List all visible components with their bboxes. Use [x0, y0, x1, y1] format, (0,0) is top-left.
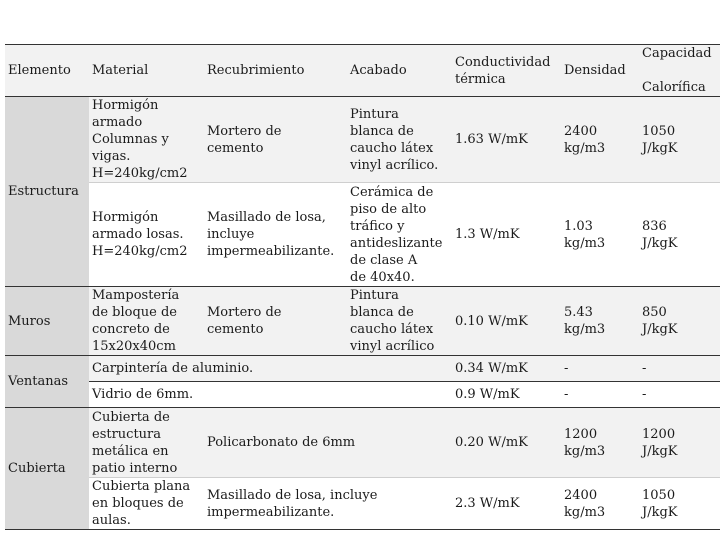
cell-material: Mampostería de bloque de concreto de 15x20x40cm: [89, 287, 204, 356]
category-muros: Muros: [5, 287, 89, 356]
table-row: [5, 97, 720, 183]
cell-acabado: Pintura blanca de caucho látex vinyl acrílico.: [347, 97, 452, 183]
cell-material: Cubierta de estructura metálica en patio interno: [89, 408, 204, 478]
cell-capacidad: 1050 J/kgK: [639, 97, 720, 183]
cell-densidad: 1200 kg/m3: [561, 408, 639, 478]
cell-acabado: Cerámica de piso de alto tráfico y antideslizante de clase A de 40x40.: [347, 183, 452, 287]
cell-densidad: 2400 kg/m3: [561, 97, 639, 183]
table-row: [5, 183, 720, 287]
table-row: [5, 287, 720, 356]
header-recubrimiento: Recubrimiento: [204, 45, 347, 97]
table-header-row: [5, 45, 720, 97]
header-elemento: Elemento: [5, 45, 89, 97]
category-estructura: Estructura: [5, 97, 89, 287]
cell-recubrimiento: Mortero de cemento: [204, 287, 347, 356]
cell-conductividad: 2.3 W/mK: [452, 478, 561, 530]
cell-material: Hormigón armado Columnas y vigas. H=240kg/cm2: [89, 97, 204, 183]
cell-densidad: -: [561, 356, 639, 382]
cell-material: Cubierta plana en bloques de aulas.: [89, 478, 204, 530]
cell-capacidad: 850 J/kgK: [639, 287, 720, 356]
cell-capacidad: -: [639, 356, 720, 382]
cell-material: Hormigón armado losas. H=240kg/cm2: [89, 183, 204, 287]
header-densidad: Densidad: [561, 45, 639, 97]
header-acabado: Acabado: [347, 45, 452, 97]
cell-recubrimiento: Policarbonato de 6mm: [204, 408, 452, 478]
materials-table-container: [5, 44, 720, 530]
cell-capacidad: 1050 J/kgK: [639, 478, 720, 530]
cell-recubrimiento: Masillado de losa, incluye impermeabilizante.: [204, 478, 452, 530]
category-ventanas: Ventanas: [5, 356, 89, 408]
cell-densidad: 5.43 kg/m3: [561, 287, 639, 356]
cell-conductividad: 0.10 W/mK: [452, 287, 561, 356]
table-row: [5, 382, 720, 408]
category-cubierta: Cubierta: [5, 408, 89, 530]
cell-recubrimiento: Masillado de losa, incluye impermeabilizante.: [204, 183, 347, 287]
cell-conductividad: 0.9 W/mK: [452, 382, 561, 408]
cell-densidad: 2400 kg/m3: [561, 478, 639, 530]
cell-capacidad: 1200 J/kgK: [639, 408, 720, 478]
cell-material: Carpintería de aluminio.: [89, 356, 452, 382]
cell-densidad: -: [561, 382, 639, 408]
cell-conductividad: 0.34 W/mK: [452, 356, 561, 382]
cell-acabado: Pintura blanca de caucho látex vinyl acrílico: [347, 287, 452, 356]
cell-capacidad: -: [639, 382, 720, 408]
table-row: [5, 408, 720, 478]
cell-recubrimiento: Mortero de cemento: [204, 97, 347, 183]
header-material: Material: [89, 45, 204, 97]
table-row: [5, 478, 720, 530]
header-capacidad: Capacidad Calorífica: [639, 45, 720, 97]
cell-densidad: 1.03 kg/m3: [561, 183, 639, 287]
materials-table: [5, 44, 720, 530]
cell-conductividad: 1.63 W/mK: [452, 97, 561, 183]
header-conductividad: Conductividad térmica: [452, 45, 561, 97]
table-row: [5, 356, 720, 382]
cell-capacidad: 836 J/kgK: [639, 183, 720, 287]
cell-conductividad: 0.20 W/mK: [452, 408, 561, 478]
cell-material: Vidrio de 6mm.: [89, 382, 452, 408]
cell-conductividad: 1.3 W/mK: [452, 183, 561, 287]
